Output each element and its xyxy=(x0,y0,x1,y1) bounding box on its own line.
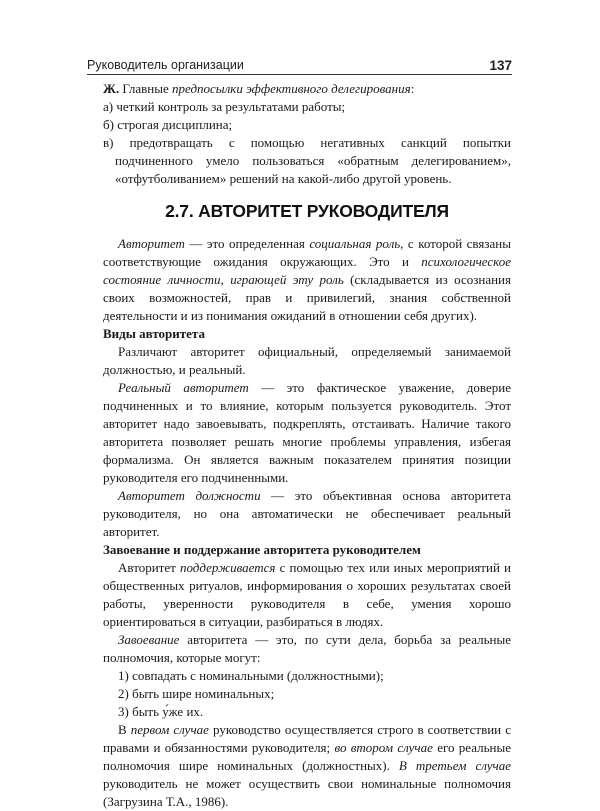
numbered-item: 3) быть у́же их. xyxy=(118,704,204,719)
list-lead: Главные xyxy=(119,81,173,96)
text: руководство осуществляется строго в соответствии с правами и обязанностями руководителя; xyxy=(103,722,511,755)
paragraph-real-authority xyxy=(103,379,511,487)
running-header xyxy=(87,58,512,78)
paragraph-types: Различают авторитет официальный, определяемый занимаемой должностью, и реальный. xyxy=(103,344,511,377)
page-body xyxy=(103,80,511,811)
paragraph-position-authority xyxy=(103,487,511,541)
text: (складывается из осознания своих возможностей, прав и привилегий, знания собственной деятельности и из понимания ожиданий в отношении себя других). xyxy=(103,272,511,323)
numbered-item: 2) быть шире номинальных; xyxy=(118,686,275,701)
text: — это фактическое уважение, доверие подчиненных и то влияние, которым пользуется руководитель. Этот авторитет надо завоевывать, подкреплять, отстаивать. Наличие такого авторитета позволяет решать многие проблемы управления, избегая формализма. Он является важным показателем принятия позиции руководителя его подчиненными. xyxy=(103,380,511,485)
term: поддерживается xyxy=(179,560,276,575)
term: социальная роль xyxy=(309,236,401,251)
paragraph-authority-definition xyxy=(103,235,511,325)
term: во втором случае xyxy=(334,740,433,755)
subheading-types: Виды авторитета xyxy=(103,326,205,341)
list-label: Ж. xyxy=(103,81,120,96)
term: Авторитет должности xyxy=(118,488,261,503)
term: психологическое состояние личности, играющей эту роль xyxy=(103,254,511,287)
list-intro xyxy=(103,80,511,98)
section-title: 2.7. АВТОРИТЕТ РУКОВОДИТЕЛЯ xyxy=(165,201,449,221)
paragraph-winning xyxy=(103,631,511,667)
header-rule xyxy=(87,74,512,75)
list-item: б) строгая дисциплина; xyxy=(103,117,233,132)
list-item: а) четкий контроль за результатами работы; xyxy=(103,99,346,114)
term: В третьем случае xyxy=(398,758,512,773)
running-title: Руководитель организации xyxy=(87,58,244,72)
subheading-winning: Завоевание и поддержание авторитета руководителем xyxy=(103,542,421,557)
text: руководитель не может осуществить свои номинальные полномочия (Загрузина Т.А., 1986). xyxy=(103,776,511,809)
numbered-item: 1) совпадать с номинальными (должностными); xyxy=(118,668,384,683)
term: Авторитет xyxy=(118,236,185,251)
text: , с которой связаны соответствующие ожидания окружающих. Это и xyxy=(103,236,511,269)
list-item: в) предотвращать с помощью негативных санкций попытки подчиненного умело пользоваться «обратным делегированием», «отфутболиванием» решений на какой-либо другой уровень. xyxy=(103,135,511,186)
text: авторитета — это, по сути дела, борьба за реальные полномочия, которые могут: xyxy=(103,632,511,665)
page-number: 137 xyxy=(489,58,512,73)
list-after: : xyxy=(410,81,415,96)
term: Завоевание xyxy=(118,632,180,647)
text: — это определенная xyxy=(184,236,310,251)
term: первом случае xyxy=(130,722,209,737)
text: с помощью тех или иных мероприятий и общественных ритуалов, информирования о хороших результатах своей работы, уверенности руководителя в себе, умения хорошо ориентироваться в ситуации, разбираться в людях. xyxy=(103,560,511,629)
paragraph-maintaining xyxy=(103,559,511,631)
text: — это объективная основа авторитета руководителя, но она автоматически не обеспечивает реальный авторитет. xyxy=(103,488,511,539)
text: его реальные полномочия шире номинальных (должностных). xyxy=(103,740,511,773)
paragraph-cases xyxy=(103,721,511,811)
text: Авторитет xyxy=(118,560,180,575)
list-title: предпосылки эффективного делегирования xyxy=(172,81,411,96)
term: Реальный авторитет xyxy=(118,380,249,395)
text: В xyxy=(118,722,131,737)
